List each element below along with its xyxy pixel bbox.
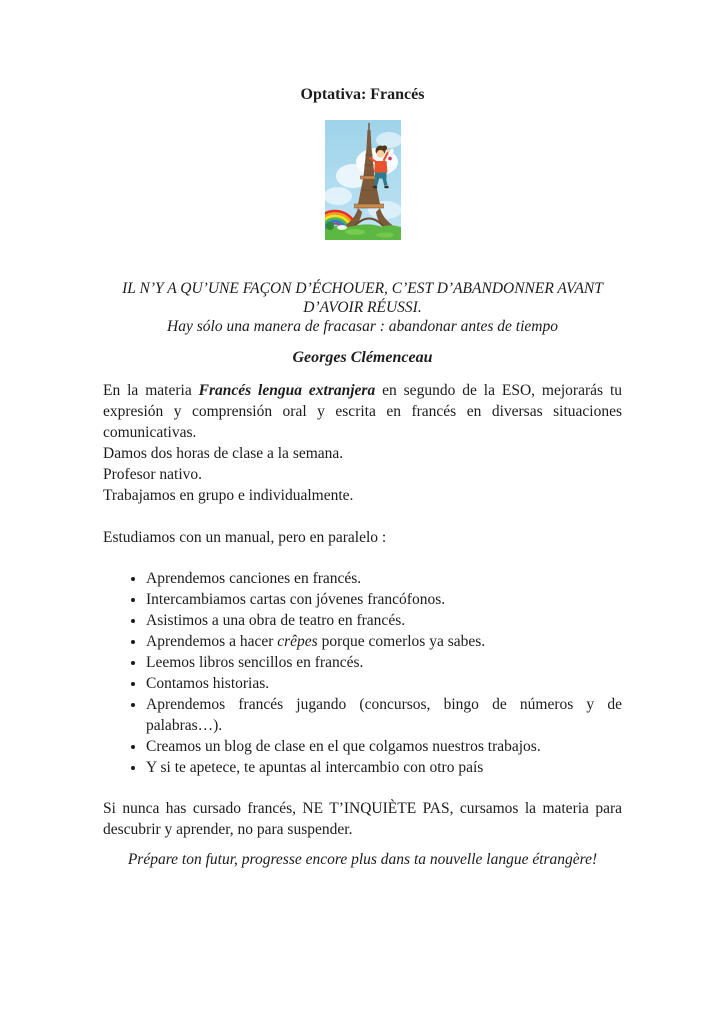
quote-spanish: Hay sólo una manera de fracasar : abandonar antes de tiempo [167,318,558,335]
intro-text-part1: En la materia [103,382,199,399]
activities-list [103,568,622,778]
activities-list-intro: Estudiamos con un manual, pero en paralelo : [103,529,387,546]
intro-paragraph [103,380,622,443]
activity-item: • Aprendemos canciones en francés. [146,568,622,589]
fact-line: Trabajamos en grupo e individualmente. [103,487,354,504]
activity-crepes-word: crêpes [277,633,318,650]
activity-item: • Intercambiamos cartas con jóvenes francófonos. [146,589,622,610]
intro-subject-emphasis: Francés lengua extranjera [198,382,376,399]
document-body [103,380,622,870]
activity-crepes-prefix: Aprendemos a hacer [146,633,278,650]
activity-item: • Y si te apetece, te apuntas al intercambio con otro país [146,757,622,778]
activity-crepes-suffix: porque comerlos ya sabes. [317,633,486,650]
illustration-container [103,120,622,245]
closing-paragraph: Si nunca has cursado francés, NE T’INQUIÈTE PAS, cursamos la materia para descubrir y aprender, no para suspender. [103,800,622,838]
activity-item: • Creamos un blog de clase en el que colgamos nuestros trabajos. [146,736,622,757]
activity-item [146,631,622,652]
quote-author: Georges Clémenceau [292,349,433,366]
page-title: Optativa: Francés [300,86,425,103]
activity-item: • Aprendemos francés jugando (concursos, bingo de números y de palabras…). [146,694,622,736]
fact-line: Damos dos horas de clase a la semana. [103,445,344,462]
intro-text-part2: en segundo de la ESO, mejorarás tu expresión y comprensión oral y escrita en francés en diversas situaciones comunicativas. [103,382,623,441]
activity-item: • Contamos historias. [146,673,622,694]
activity-item: • Leemos libros sencillos en francés. [146,652,622,673]
quote-french: IL N’Y A QU’UNE FAÇON D’ÉCHOUER, C’EST D’ABANDONNER AVANT D’AVOIR RÉUSSI. [122,280,603,316]
activity-item: • Asistimos a una obra de teatro en francés. [146,610,622,631]
motivational-quote [103,279,622,336]
footer-quote: Prépare ton futur, progresse encore plus dans ta nouvelle langue étrangère! [127,851,598,868]
course-facts [103,443,622,506]
fact-line: Profesor nativo. [103,466,203,483]
eiffel-tower-illustration [325,120,401,240]
